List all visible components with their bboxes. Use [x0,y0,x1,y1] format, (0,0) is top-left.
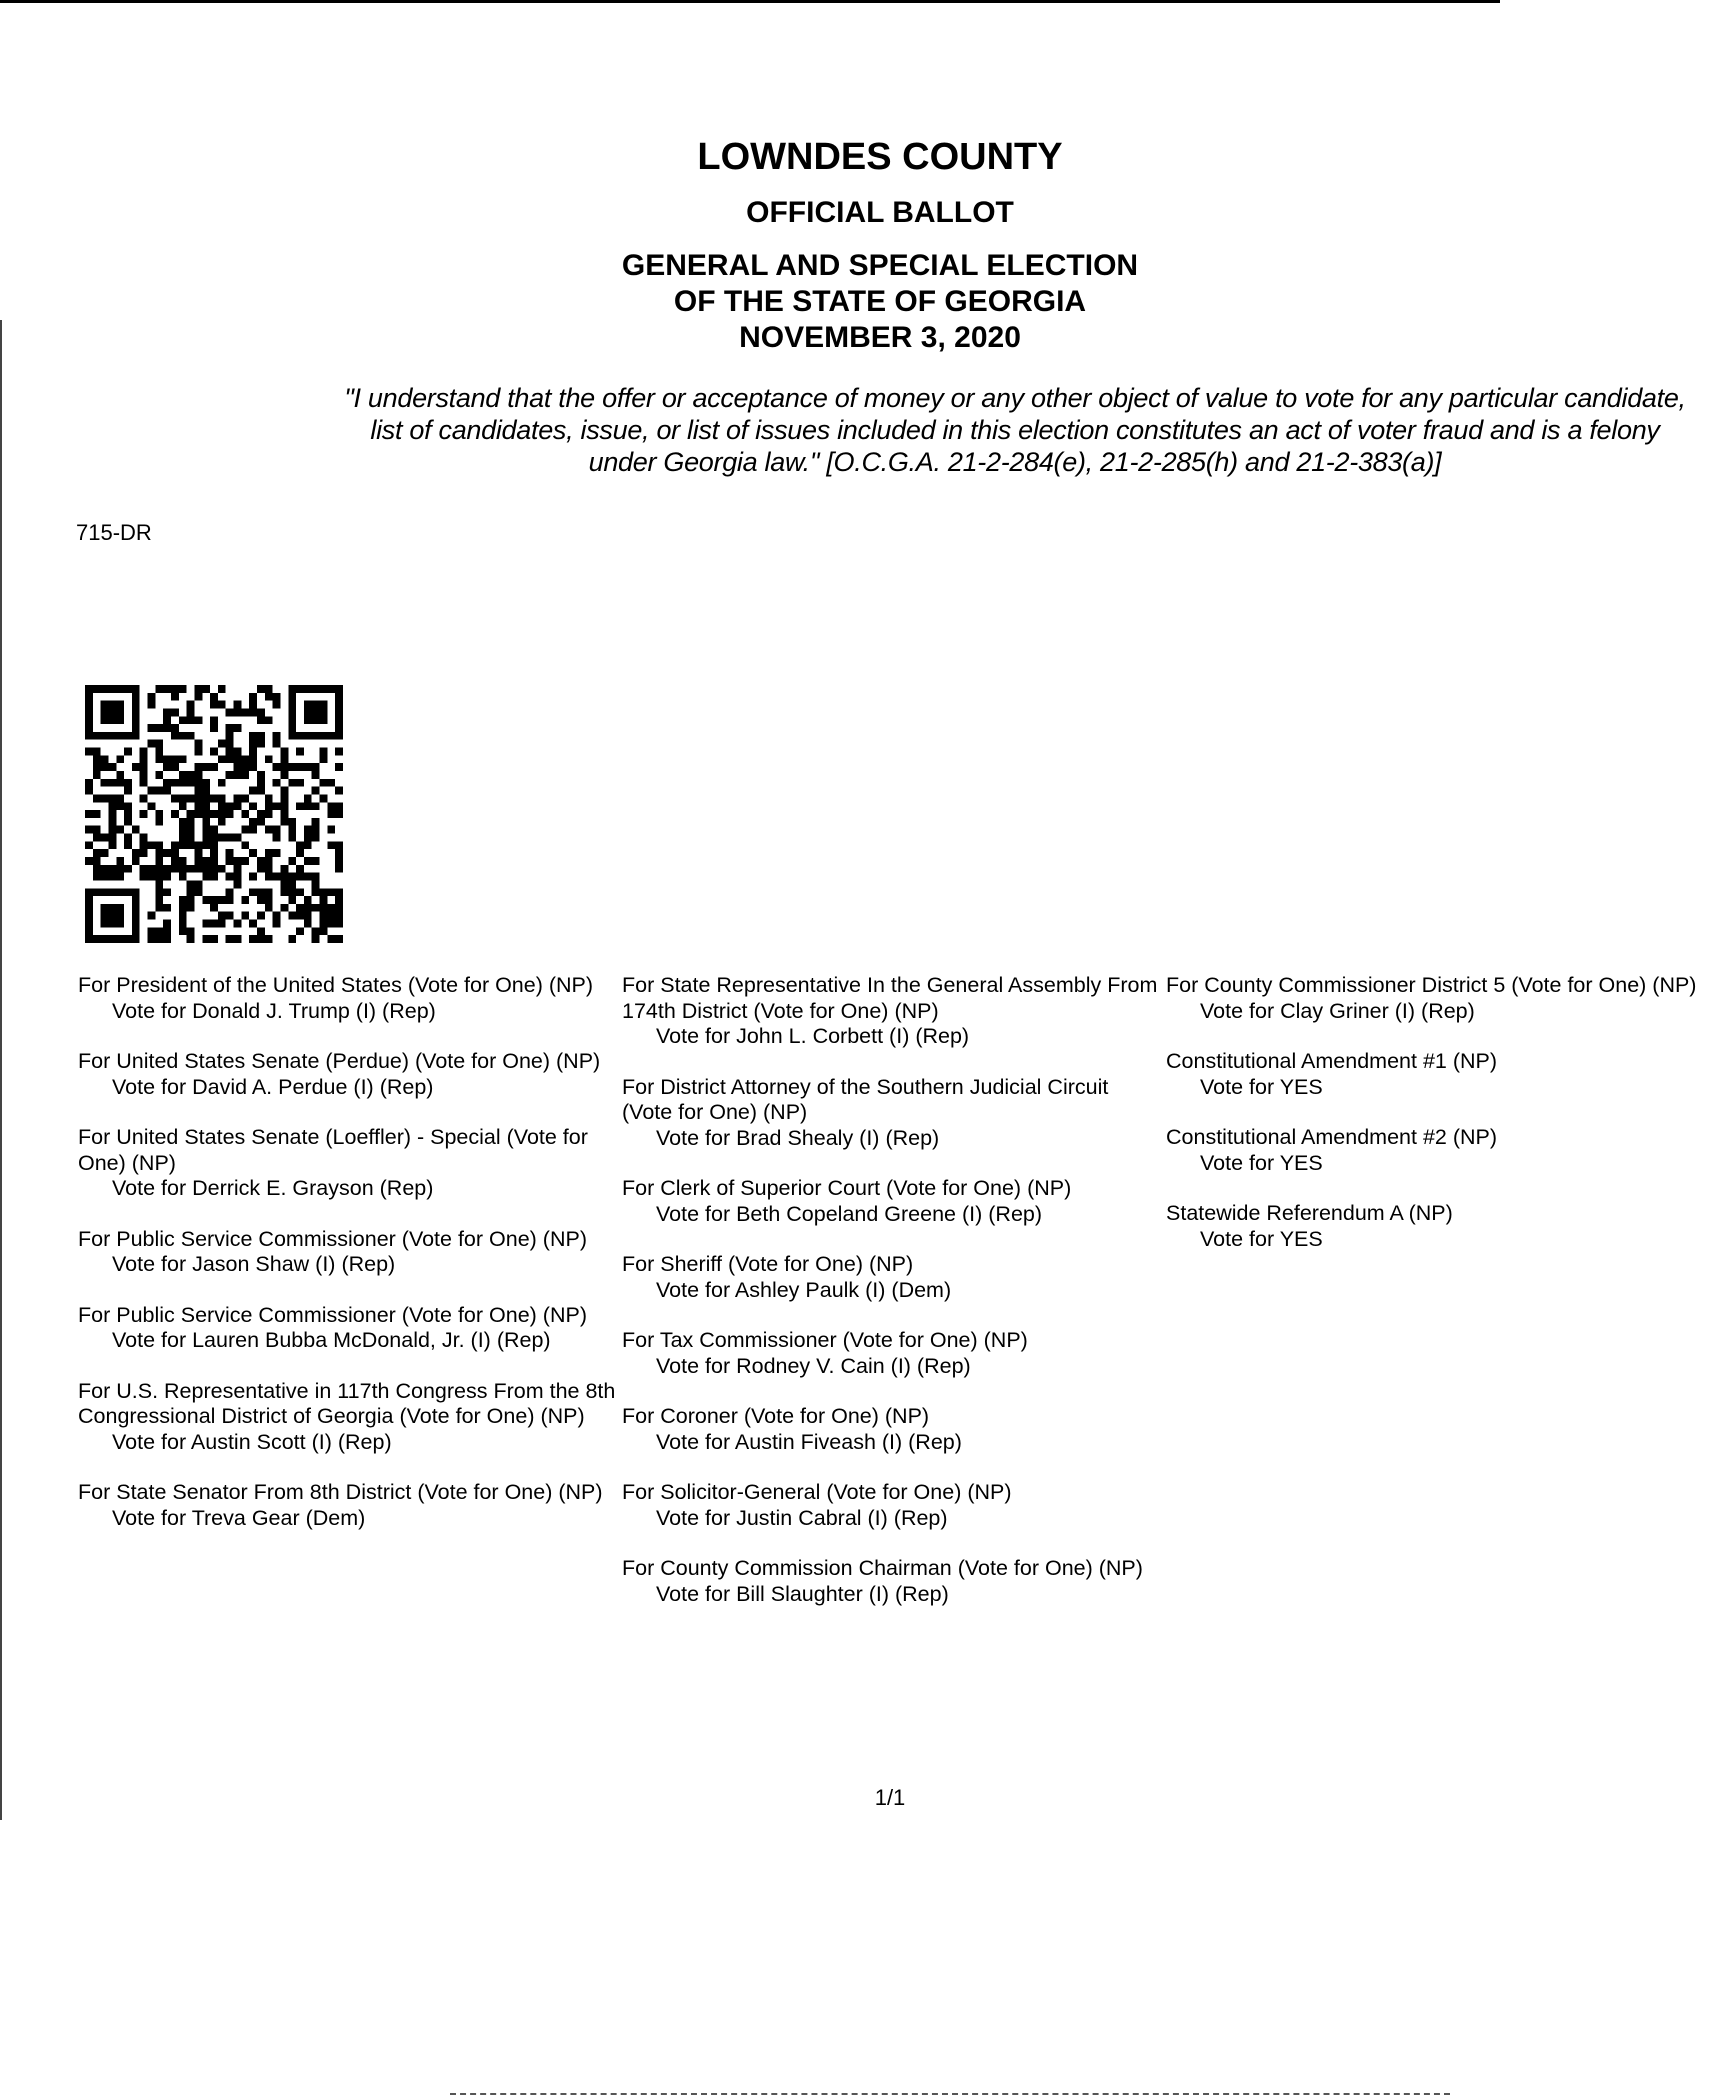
notice-line: list of candidates, issue, or list of issues included in this election constitutes an act of voter fraud and is a felony [370,415,1660,445]
ballot-code: 715-DR [76,520,152,545]
notice-line: under Georgia law." [O.C.G.A. 21-2-284(e), 21-2-285(h) and 21-2-383(a)] [588,447,1442,477]
vote-choice: Vote for Beth Copeland Greene (I) (Rep) [656,1201,1043,1226]
column-2 [622,973,1162,1632]
vote-choice: Vote for Rodney V. Cain (I) (Rep) [656,1353,971,1378]
vote-choice: Vote for Austin Fiveash (I) (Rep) [656,1429,962,1454]
contest-title: For County Commission Chairman (Vote for One) (NP) [622,1556,1143,1580]
notice-line: "I understand that the offer or acceptance of money or any other object of value to vote for any particular candidate, [344,383,1686,413]
contest-title: For United States Senate (Perdue) (Vote for One) (NP) [78,1049,601,1073]
contest-selection [78,1125,618,1202]
contest-title: For U.S. Representative in 117th Congress From the 8th Congressional District of Georgia (Vote for One) (NP) [78,1378,616,1428]
contest-selection [78,1049,618,1100]
contest-selection [1166,1049,1726,1100]
contest-selection [622,1075,1162,1152]
county-title: LOWNDES COUNTY [697,136,1063,178]
contest-title: For State Senator From 8th District (Vote for One) (NP) [78,1480,603,1504]
election-date: NOVEMBER 3, 2020 [739,321,1021,354]
contest-title: Statewide Referendum A (NP) [1166,1201,1453,1225]
contest-selection [622,1404,1162,1455]
contest-selection [78,973,618,1024]
vote-choice: Vote for Donald J. Trump (I) (Rep) [112,998,436,1023]
contest-selection [622,973,1162,1050]
contest-title: For State Representative In the General Assembly From 174th District (Vote for One) (NP) [622,973,1158,1023]
page-number: 1/1 [874,1785,906,1810]
contest-title: For United States Senate (Loeffler) - Special (Vote for One) (NP) [78,1125,588,1175]
contest-selection [1166,1125,1726,1176]
contest-title: For Sheriff (Vote for One) (NP) [622,1252,914,1276]
contest-selection [622,1480,1162,1531]
vote-choice: Vote for YES [1200,1074,1323,1099]
election-line-2: OF THE STATE OF GEORGIA [673,285,1087,318]
vote-choice: Vote for YES [1200,1150,1323,1175]
contest-selection [78,1227,618,1278]
contest-selection [622,1556,1162,1607]
column-1 [78,973,618,1556]
vote-choice: Vote for Lauren Bubba McDonald, Jr. (I) (Rep) [112,1328,551,1352]
vote-choice: Vote for Brad Shealy (I) (Rep) [656,1125,940,1150]
vote-choice: Vote for Justin Cabral (I) (Rep) [656,1505,948,1530]
contest-selection [78,1303,618,1354]
election-line-1: GENERAL AND SPECIAL ELECTION [621,249,1139,282]
contest-title: For County Commissioner District 5 (Vote for One) (NP) [1166,973,1697,997]
contest-selection [78,1379,618,1456]
vote-choice: Vote for YES [1200,1226,1323,1251]
contest-title: For District Attorney of the Southern Judicial Circuit (Vote for One) (NP) [622,1074,1109,1124]
top-border [0,0,1500,3]
vote-choice: Vote for Ashley Paulk (I) (Dem) [656,1277,952,1302]
vote-choice: Vote for Clay Griner (I) (Rep) [1200,998,1475,1023]
contest-title: Constitutional Amendment #2 (NP) [1166,1125,1498,1149]
ballot-type: OFFICIAL BALLOT [746,196,1014,229]
vote-choice: Vote for John L. Corbett (I) (Rep) [656,1024,970,1048]
contest-title: For Public Service Commissioner (Vote for One) (NP) [78,1226,587,1251]
left-border [0,320,2,1820]
vote-choice: Vote for David A. Perdue (I) (Rep) [112,1074,434,1099]
contest-selection [622,1176,1162,1227]
voter-fraud-notice [300,382,1728,478]
bottom-border [450,2093,1450,2095]
contest-title: For Coroner (Vote for One) (NP) [622,1404,930,1428]
vote-choice: Vote for Derrick E. Grayson (Rep) [112,1176,434,1200]
contest-selection [622,1328,1162,1379]
contest-title: For Tax Commissioner (Vote for One) (NP) [622,1328,1028,1352]
vote-choice: Vote for Bill Slaughter (I) (Rep) [656,1581,949,1606]
contest-title: For President of the United States (Vote for One) (NP) [78,973,594,997]
contest-title: Constitutional Amendment #1 (NP) [1166,1049,1498,1073]
contest-selection [1166,973,1726,1024]
vote-choice: Vote for Treva Gear (Dem) [112,1505,366,1530]
contest-selection [622,1252,1162,1303]
contest-title: For Solicitor-General (Vote for One) (NP) [622,1480,1012,1504]
column-3 [1166,973,1726,1277]
contest-selection [78,1480,618,1531]
qr-code-icon [78,685,350,943]
contest-selection [1166,1201,1726,1252]
vote-choice: Vote for Jason Shaw (I) (Rep) [112,1252,396,1276]
contest-title: For Clerk of Superior Court (Vote for One) (NP) [622,1176,1072,1200]
vote-choice: Vote for Austin Scott (I) (Rep) [112,1429,392,1454]
contest-title: For Public Service Commissioner (Vote for One) (NP) [78,1302,587,1327]
